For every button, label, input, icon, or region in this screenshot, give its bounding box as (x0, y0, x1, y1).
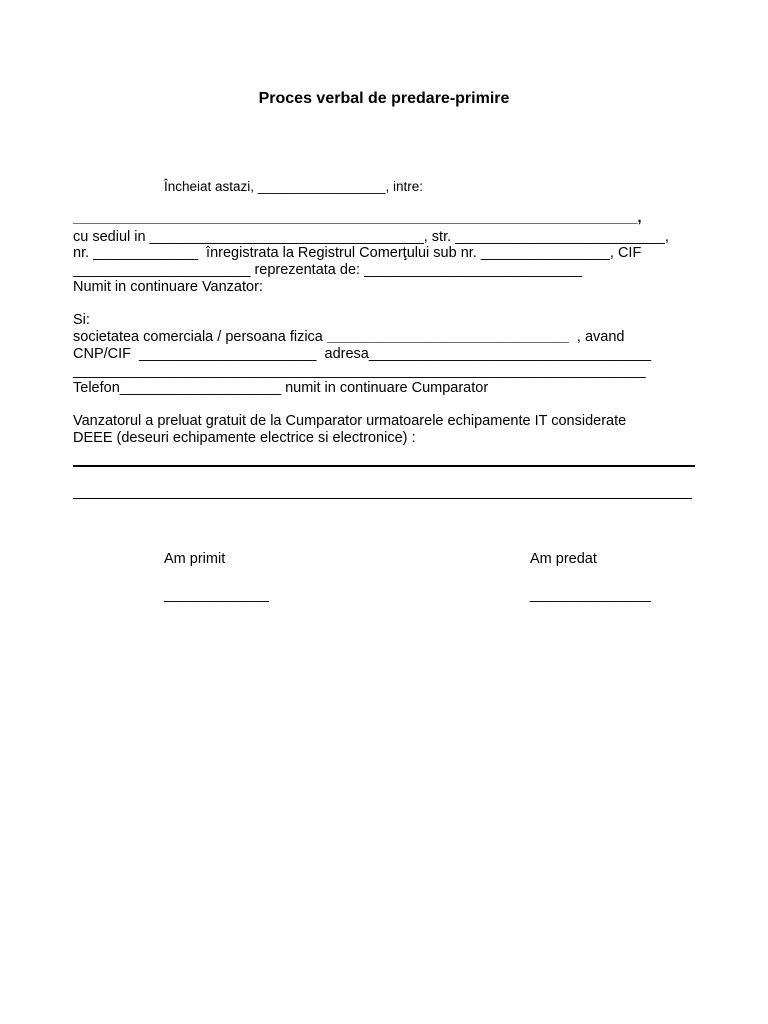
party2-company-line (73, 329, 624, 346)
statement-line-2: DEEE (deseuri echipamente electrice si electronice) : (73, 430, 416, 446)
equipment-rule-1 (73, 465, 695, 467)
statement-line-1: Vanzatorul a preluat gratuit de la Cumparator urmatoarele echipamente IT considerate (73, 413, 627, 429)
party2-telefon-line: Telefon____________________ numit in continuare Cumparator (73, 380, 489, 396)
party2-blank-line: _______________________________________________________________________ (73, 363, 646, 379)
delivered-label: Am predat (530, 551, 597, 567)
party1-name-line: ______________________________________________________________________, (73, 210, 642, 226)
intro-line: Încheiat astazi, _________________, intre: (164, 179, 423, 194)
party2-company-suffix: , avand (568, 329, 625, 345)
party2-company-blank: ______________________________ (326, 329, 569, 345)
party1-sediul-line: cu sediul in __________________________________, str. __________________________, (73, 229, 669, 245)
party1-cif-line: ______________________ reprezentata de: ___________________________ (73, 262, 582, 278)
received-signature-line: _____________ (164, 587, 269, 603)
party2-si-line: Si: (73, 312, 90, 328)
document-title: Proces verbal de predare-primire (258, 90, 510, 107)
party1-registration-line: nr. _____________ înregistrata la Registrul Comerţului sub nr. ________________, CIF (73, 245, 642, 261)
party1-role-line: Numit in continuare Vanzator: (73, 279, 263, 295)
received-label: Am primit (164, 551, 226, 567)
party2-company-label: societatea comerciala / persoana fizica (73, 329, 327, 345)
party2-cnp-line: CNP/CIF ______________________ adresa___________________________________ (73, 346, 652, 362)
delivered-signature-line: _______________ (530, 587, 651, 603)
equipment-rule-2 (73, 498, 692, 499)
